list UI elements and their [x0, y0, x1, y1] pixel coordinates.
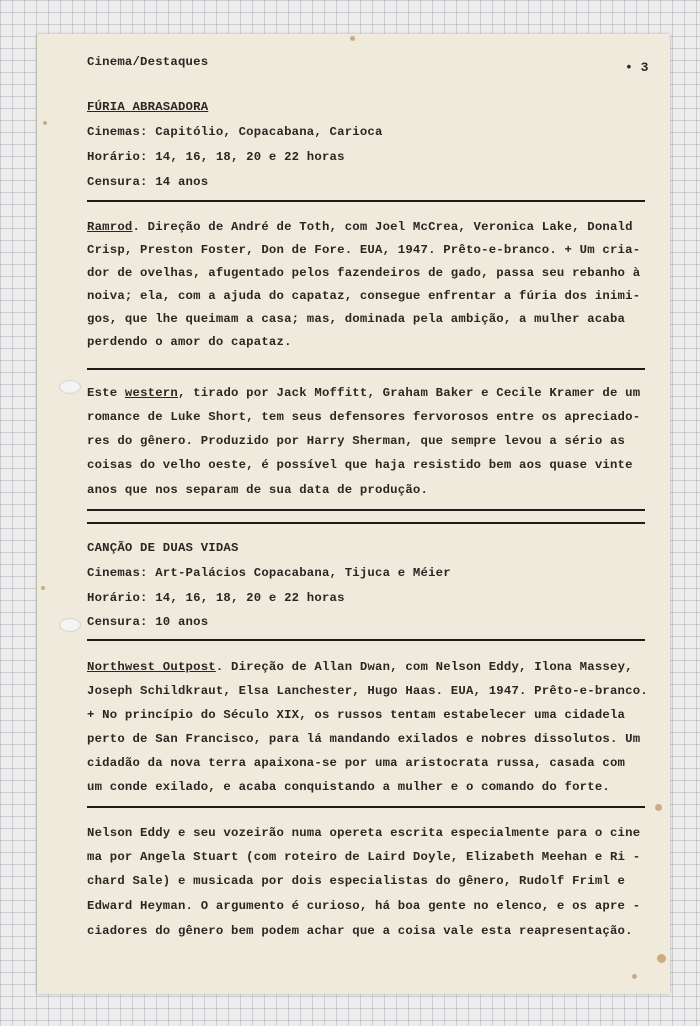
- synopsis-line: + No princípio do Século XIX, os russos tentam estabelecer uma cidadela: [87, 708, 626, 722]
- punch-hole-top: [59, 380, 81, 394]
- synopsis-line: cidadão da nova terra apaixona-se por uma aristocrata russa, casada com: [87, 756, 626, 770]
- review-line: Nelson Eddy e seu vozeirão numa opereta escrita especialmente para o cine: [87, 826, 641, 840]
- synopsis-line: um conde exilado, e acaba conquistando a mulher e o comando do forte.: [87, 780, 610, 794]
- synopsis-line: gos, que lhe queimam a casa; mas, dominada pela ambição, a mulher acaba: [87, 312, 626, 326]
- synopsis-line: Ramrod. Direção de André de Toth, com Joel McCrea, Veronica Lake, Donald: [87, 220, 633, 234]
- film-rating: Censura: 14 anos: [87, 175, 209, 189]
- divider: [87, 806, 645, 808]
- section-header: Cinema/Destaques: [87, 55, 209, 69]
- page-number: • 3: [625, 60, 649, 75]
- synopsis-line: perto de San Francisco, para lá mandando exilados e nobres dissolutos. Um: [87, 732, 641, 746]
- review-line: Edward Heyman. O argumento é curioso, há boa gente no elenco, e os apre -: [87, 899, 641, 913]
- review-line: Este western, tirado por Jack Moffitt, Graham Baker e Cecile Kramer de um: [87, 386, 641, 400]
- synopsis-line: dor de ovelhas, afugentado pelos fazendeiros de gado, passa seu rebanho à: [87, 266, 641, 280]
- review-line: romance de Luke Short, tem seus defensores fervorosos entre os apreciado-: [87, 410, 641, 424]
- divider: [87, 522, 645, 524]
- review-line: ma por Angela Stuart (com roteiro de Laird Doyle, Elizabeth Meehan e Ri -: [87, 850, 641, 864]
- synopsis-line: Northwest Outpost. Direção de Allan Dwan, com Nelson Eddy, Ilona Massey,: [87, 660, 633, 674]
- film-cinemas: Cinemas: Art-Palácios Copacabana, Tijuca e Méier: [87, 566, 451, 580]
- review-line: res do gênero. Produzido por Harry Sherman, que sempre levou a sério as: [87, 434, 626, 448]
- film-rating: Censura: 10 anos: [87, 615, 209, 629]
- review-line: coisas do velho oeste, é possível que haja resistido bem aos quase vinte: [87, 458, 633, 472]
- original-title: Ramrod: [87, 220, 133, 234]
- synopsis-line: Joseph Schildkraut, Elsa Lanchester, Hugo Haas. EUA, 1947. Prêto-e-branco.: [87, 684, 648, 698]
- review-line: anos que nos separam de sua data de produção.: [87, 483, 429, 497]
- divider: [87, 509, 645, 511]
- synopsis-line: perdendo o amor do capataz.: [87, 335, 292, 349]
- typewritten-page: [37, 34, 670, 994]
- film-title: FÚRIA ABRASADORA: [87, 100, 209, 114]
- review-line: ciadores do gênero bem podem achar que a coisa vale esta reapresentação.: [87, 924, 633, 938]
- synopsis-line: noiva; ela, com a ajuda do capataz, consegue enfrentar a fúria dos inimi-: [87, 289, 641, 303]
- review-line: chard Sale) e musicada por dois especialistas do gênero, Rudolf Friml e: [87, 874, 626, 888]
- synopsis-line: Crisp, Preston Foster, Don de Fore. EUA, 1947. Prêto-e-branco. + Um cria-: [87, 243, 641, 257]
- film-schedule: Horário: 14, 16, 18, 20 e 22 horas: [87, 150, 345, 164]
- film-cinemas: Cinemas: Capitólio, Copacabana, Carioca: [87, 125, 383, 139]
- divider: [87, 639, 645, 641]
- original-title: Northwest Outpost: [87, 660, 216, 674]
- divider: [87, 368, 645, 370]
- film-title: CANÇÃO DE DUAS VIDAS: [87, 541, 239, 555]
- punch-hole-bottom: [59, 618, 81, 632]
- film-schedule: Horário: 14, 16, 18, 20 e 22 horas: [87, 591, 345, 605]
- divider: [87, 200, 645, 202]
